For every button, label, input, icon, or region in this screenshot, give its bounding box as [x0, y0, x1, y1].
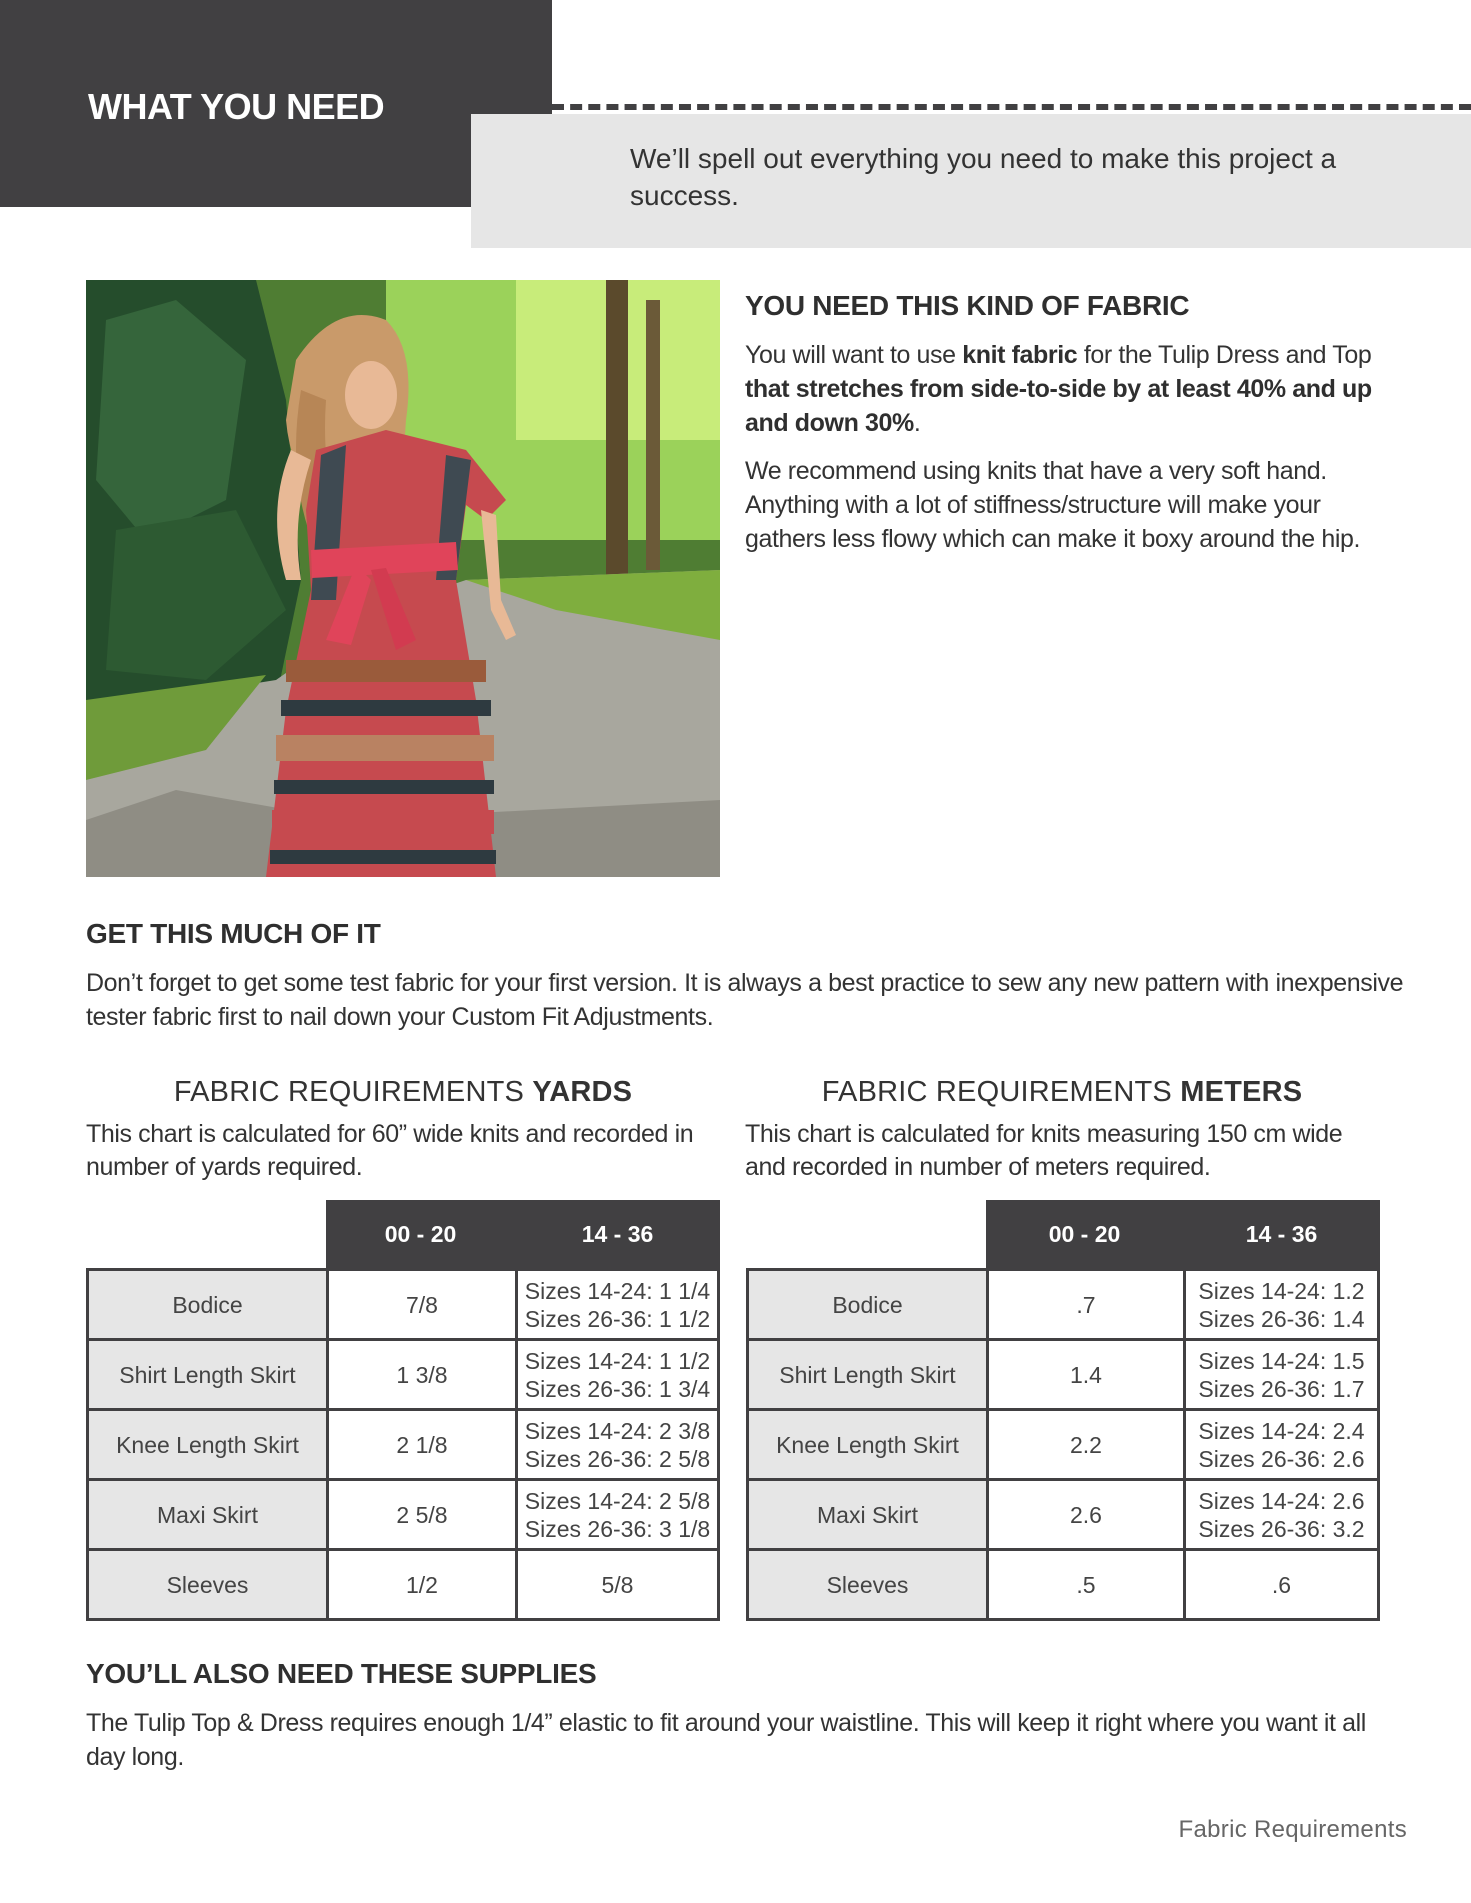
cell-value: 2 1/8 [326, 1411, 515, 1478]
yards-table-body [86, 1268, 720, 1621]
cell-line: Sizes 14-24: 1 1/2 [524, 1347, 711, 1374]
cell-line: Sizes 14-24: 1.2 [1198, 1277, 1365, 1304]
table-row [89, 1271, 717, 1338]
cell-line: Sizes 14-24: 1.5 [1198, 1347, 1365, 1374]
cell-line: Sizes 14-24: 2 5/8 [524, 1487, 711, 1514]
row-label: Sleeves [749, 1551, 986, 1618]
table-row [749, 1408, 1377, 1478]
cell-value: 2.2 [986, 1411, 1183, 1478]
dress-photo-illustration [86, 280, 720, 877]
row-label: Sleeves [89, 1551, 326, 1618]
cell-value: 7/8 [326, 1271, 515, 1338]
page-title: WHAT YOU NEED [88, 86, 385, 127]
page-footer: Fabric Requirements [1178, 1816, 1407, 1843]
row-label: Maxi Skirt [89, 1481, 326, 1548]
table-row [89, 1478, 717, 1548]
supplies-paragraph: The Tulip Top & Dress requires enough 1/4” elastic to fit around your waistline. This will keep it right where you want it all day long. [86, 1709, 1366, 1771]
cell-value [515, 1341, 717, 1408]
cell-line: Sizes 26-36: 1.4 [1198, 1305, 1365, 1332]
cell-value: 1 3/8 [326, 1341, 515, 1408]
fabric-kind-emphasis-stretch: that stretches from side-to-side by at least 40% and up and down 30% [745, 375, 1372, 437]
table-row [749, 1271, 1377, 1338]
row-label: Shirt Length Skirt [89, 1341, 326, 1408]
fabric-kind-paragraph-2: We recommend using knits that have a very soft hand. Anything with a lot of stiffness/structure will make your gathers less flowy which can make it boxy around the hip. [745, 457, 1361, 553]
row-label: Knee Length Skirt [749, 1411, 986, 1478]
cell-line: Sizes 26-36: 3.2 [1198, 1515, 1365, 1542]
yards-col-header-00-20: 00 - 20 [326, 1200, 515, 1268]
meters-title-text: FABRIC REQUIREMENTS [821, 1076, 1181, 1108]
cell-line: Sizes 14-24: 2 3/8 [524, 1417, 711, 1444]
cell-line: Sizes 26-36: 3 1/8 [524, 1515, 711, 1542]
cell-value: .5 [986, 1551, 1183, 1618]
row-label: Bodice [749, 1271, 986, 1338]
cell-value [1183, 1271, 1377, 1338]
cell-value [515, 1481, 717, 1548]
cell-line: Sizes 14-24: 2.6 [1198, 1487, 1365, 1514]
meters-col-header-00-20: 00 - 20 [986, 1200, 1183, 1268]
table-row [89, 1408, 717, 1478]
cell-line: Sizes 26-36: 1 3/4 [524, 1375, 711, 1402]
meters-table-title [745, 1076, 1379, 1109]
meters-table-description: This chart is calculated for knits measuring 150 cm wide and recorded in number of meters required. [745, 1120, 1343, 1181]
cell-line: Sizes 26-36: 2 5/8 [524, 1445, 711, 1472]
amount-paragraph: Don’t forget to get some test fabric for your first version. It is always a best practice to sew any new pattern with inexpensive tester fabric first to nail down your Custom Fit Adjustments. [86, 969, 1404, 1031]
cell-value [515, 1271, 717, 1338]
cell-value [1183, 1411, 1377, 1478]
yards-table-title [86, 1076, 720, 1109]
cell-line: Sizes 26-36: 1.7 [1198, 1375, 1365, 1402]
meters-table-body [746, 1268, 1380, 1621]
cell-value: .6 [1183, 1551, 1377, 1618]
fabric-kind-paragraph-1 [745, 338, 1385, 440]
table-row [749, 1548, 1377, 1618]
dress-photo [86, 280, 720, 877]
meters-col-header-14-36: 14 - 36 [1183, 1200, 1380, 1268]
cell-value: 2 5/8 [326, 1481, 515, 1548]
row-label: Knee Length Skirt [89, 1411, 326, 1478]
cell-value [1183, 1341, 1377, 1408]
table-row [89, 1548, 717, 1618]
row-label: Bodice [89, 1271, 326, 1338]
dashed-divider [552, 104, 1471, 110]
yards-table-description: This chart is calculated for 60” wide knits and recorded in number of yards required. [86, 1120, 694, 1181]
row-label: Maxi Skirt [749, 1481, 986, 1548]
cell-value: 2.6 [986, 1481, 1183, 1548]
amount-heading: GET THIS MUCH OF IT [86, 918, 381, 949]
cell-value: 1/2 [326, 1551, 515, 1618]
yards-title-text: FABRIC REQUIREMENTS [173, 1076, 533, 1108]
table-row [749, 1338, 1377, 1408]
cell-value: 5/8 [515, 1551, 717, 1618]
yards-col-header-14-36: 14 - 36 [515, 1200, 720, 1268]
table-row [749, 1478, 1377, 1548]
yards-title-unit: YARDS [532, 1076, 633, 1108]
table-row [89, 1338, 717, 1408]
fabric-kind-text-a: You will want to use [745, 341, 963, 369]
cell-line: Sizes 14-24: 2.4 [1198, 1417, 1365, 1444]
row-label: Shirt Length Skirt [749, 1341, 986, 1408]
page-subtitle: We’ll spell out everything you need to make this project a success. [630, 143, 1337, 211]
cell-line: Sizes 26-36: 2.6 [1198, 1445, 1365, 1472]
cell-value: 1.4 [986, 1341, 1183, 1408]
cell-value [1183, 1481, 1377, 1548]
fabric-kind-text-e: . [913, 409, 921, 437]
cell-line: Sizes 14-24: 1 1/4 [524, 1277, 711, 1304]
fabric-kind-text-c: for the Tulip Dress and Top [1077, 341, 1372, 369]
supplies-heading: YOU’LL ALSO NEED THESE SUPPLIES [86, 1658, 597, 1689]
cell-line: Sizes 26-36: 1 1/2 [524, 1305, 711, 1332]
fabric-kind-emphasis-knit: knit fabric [962, 341, 1078, 369]
cell-value: .7 [986, 1271, 1183, 1338]
meters-title-unit: METERS [1180, 1076, 1303, 1108]
fabric-kind-heading: YOU NEED THIS KIND OF FABRIC [745, 290, 1190, 321]
cell-value [515, 1411, 717, 1478]
